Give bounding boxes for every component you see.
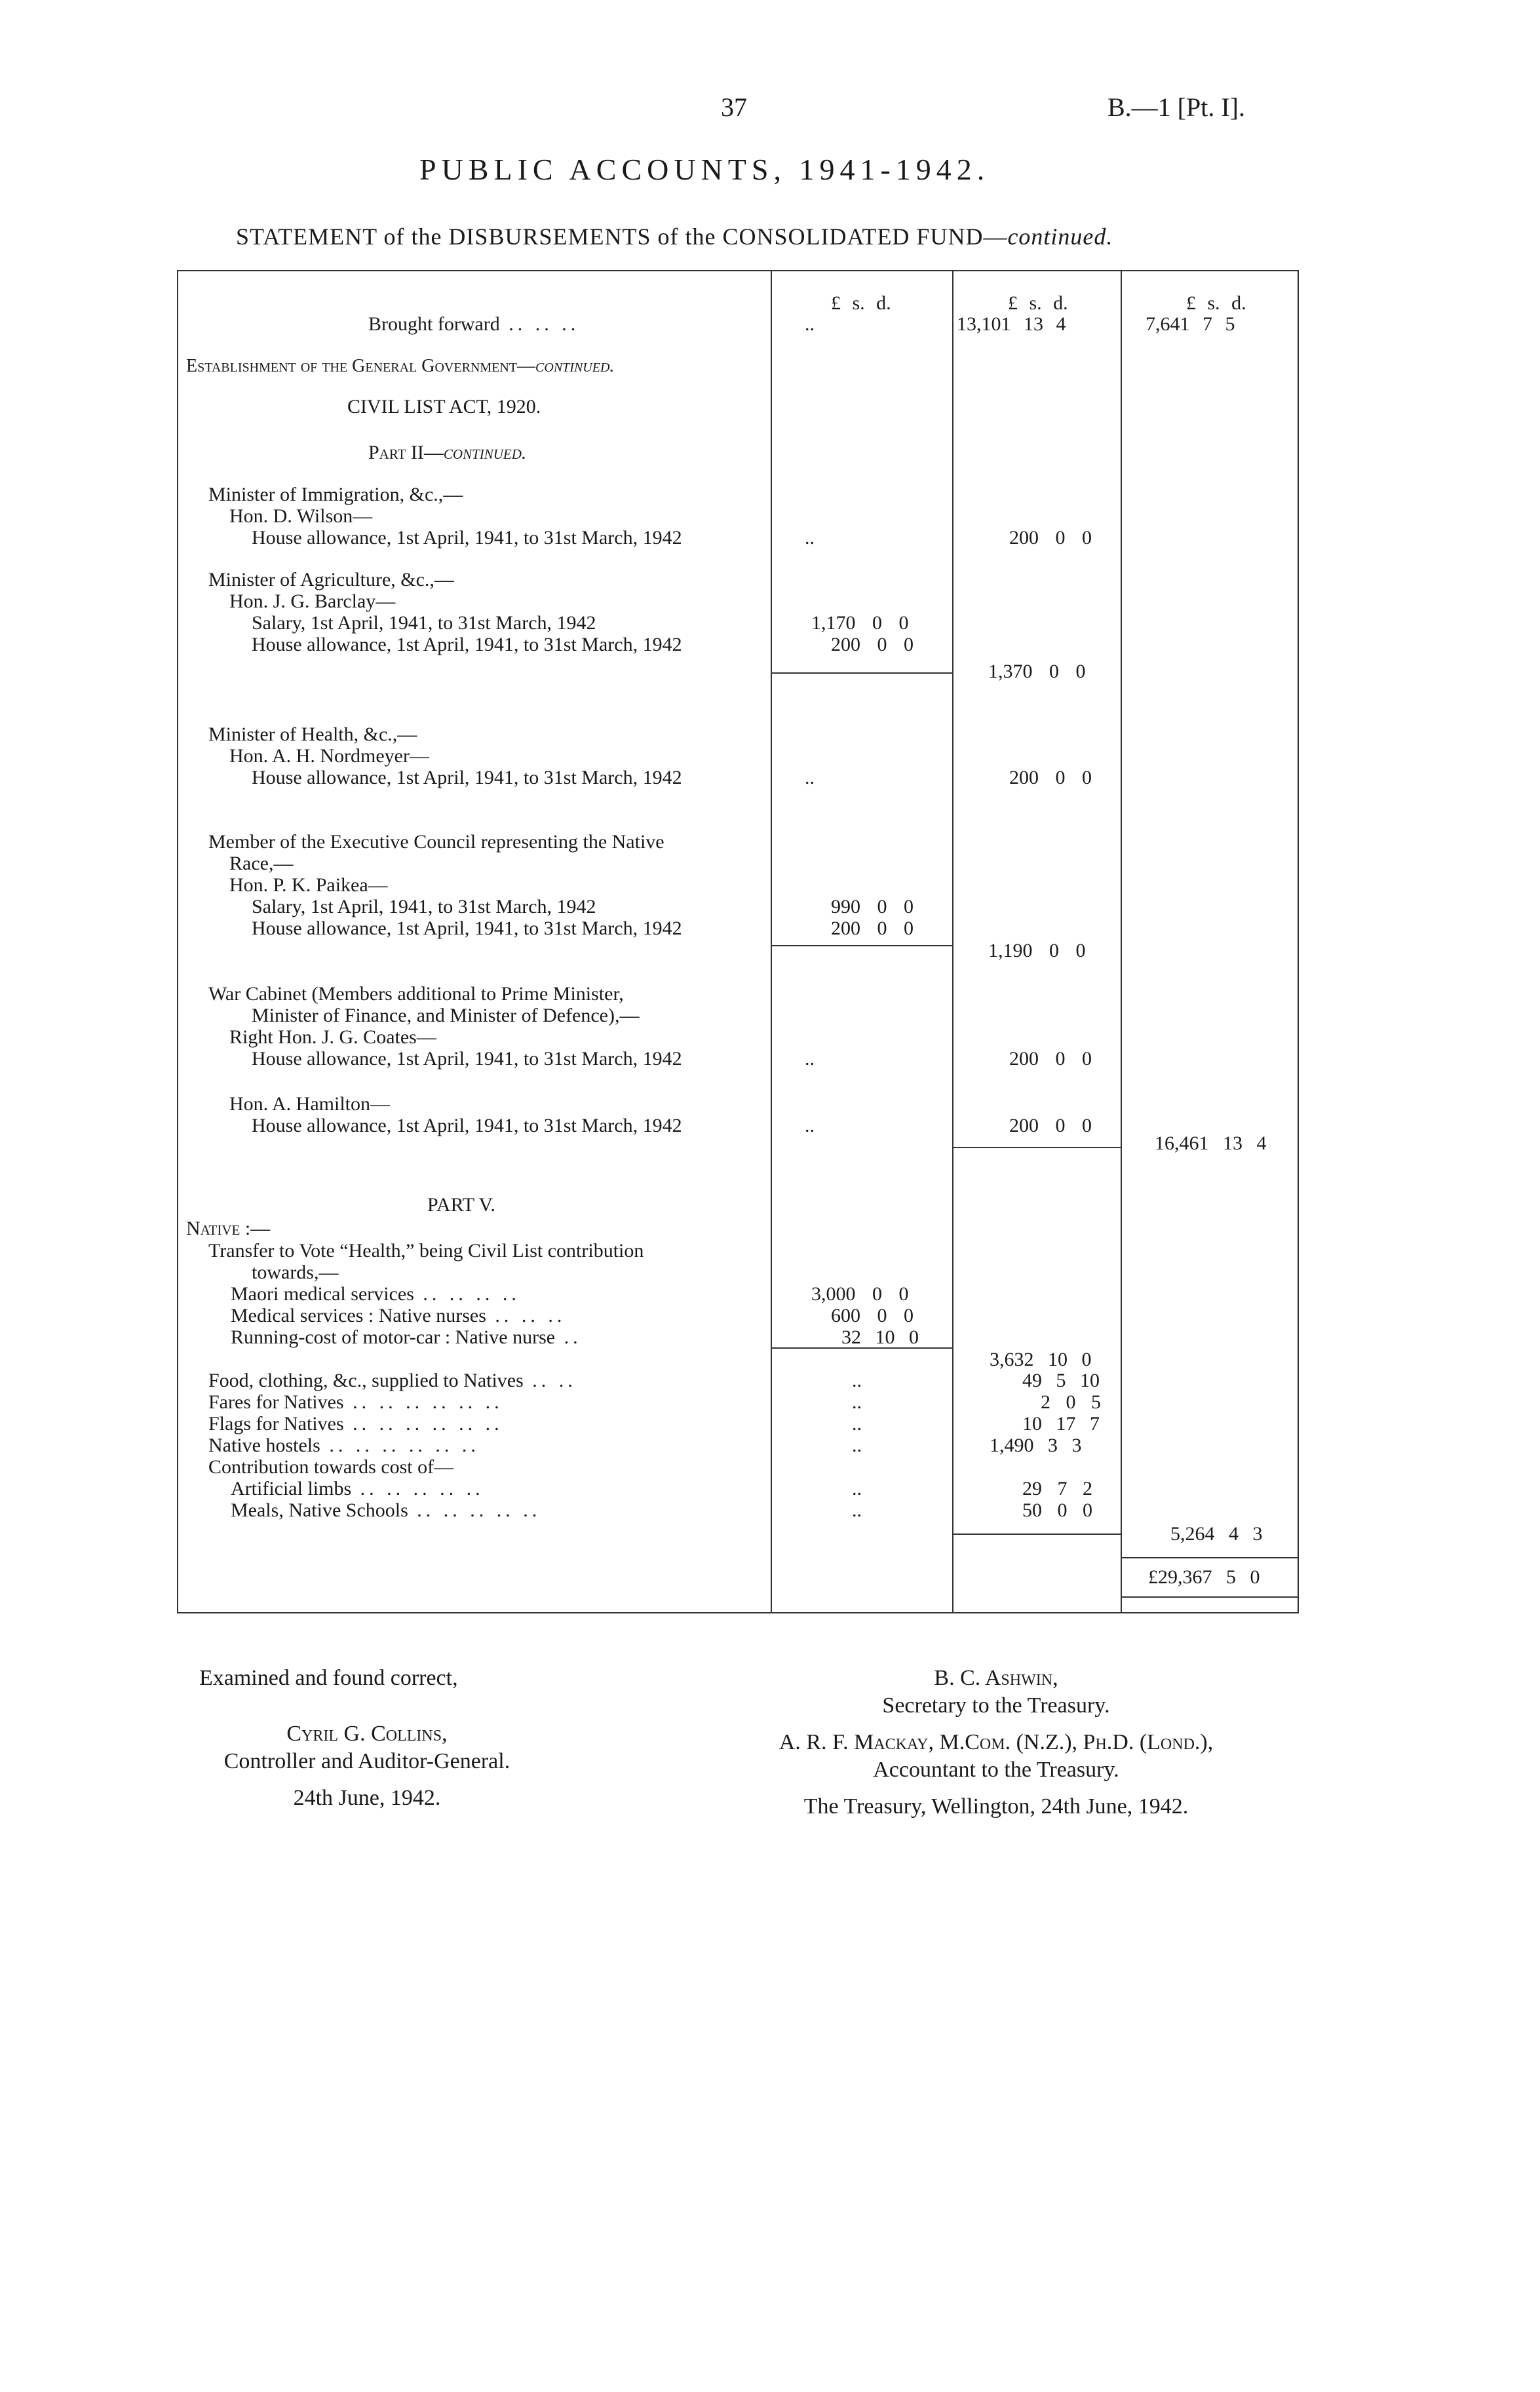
accountant-name: A. R. F. Mackay, M.Com. (N.Z.), Ph.D. (Lond.), bbox=[779, 1730, 1214, 1754]
brought-forward-col3: 7,641 7 5 bbox=[1145, 313, 1235, 335]
transfer-heading: Transfer to Vote “Health,” being Civil List contribution towards,— bbox=[208, 1240, 644, 1283]
hamilton-col2: 200 0 0 bbox=[1009, 1115, 1092, 1136]
health-col1: .. bbox=[805, 767, 815, 788]
motor-car-col1: 32 10 0 bbox=[841, 1326, 919, 1348]
health-col2: 200 0 0 bbox=[1009, 767, 1092, 788]
agriculture-salary-col1: 1,170 0 0 bbox=[811, 612, 909, 634]
artificial-limbs-col2: 29 7 2 bbox=[1022, 1478, 1092, 1499]
immigration-col2: 200 0 0 bbox=[1009, 527, 1092, 549]
fares-col2: 2 0 5 bbox=[1041, 1391, 1101, 1413]
food-clothing-col2: 49 5 10 bbox=[1022, 1370, 1100, 1391]
part-ii-heading: Part II—continued. bbox=[368, 442, 527, 463]
war-cabinet-col1: .. bbox=[805, 1048, 815, 1070]
page-number: 37 bbox=[721, 92, 747, 122]
entry-agriculture: Minister of Agriculture, &c.,— Hon. J. G. Barclay— Salary, 1st April, 1941, to 31st March, 1942 House allowance, 1st April, 1941, to 31st March, 1942 bbox=[208, 569, 682, 655]
secretary-title: Secretary to the Treasury. bbox=[882, 1693, 1110, 1718]
examined-statement: Examined and found correct, bbox=[199, 1666, 458, 1690]
statement-prefix: STATEMENT of the DISBURSEMENTS of the CONSOLIDATED FUND— bbox=[236, 223, 1008, 250]
item-hostels: Native hostels .. .. .. .. .. .. bbox=[208, 1435, 480, 1456]
native-heading: Native :— bbox=[186, 1218, 271, 1239]
col2-header: £ s. d. bbox=[1008, 292, 1068, 314]
item-flags: Flags for Natives .. .. .. .. .. .. bbox=[208, 1413, 503, 1435]
grand-total-col3: £29,367 5 0 bbox=[1148, 1566, 1260, 1588]
transfer-item-maori-medical: Maori medical services .. .. .. .. bbox=[231, 1283, 520, 1305]
agriculture-col2: 1,370 0 0 bbox=[988, 661, 1086, 682]
fares-col1: .. bbox=[852, 1391, 862, 1413]
transfer-total-col2: 3,632 10 0 bbox=[990, 1349, 1092, 1370]
contribution-heading: Contribution towards cost of— bbox=[208, 1456, 454, 1478]
part-ii-total-col3: 16,461 13 4 bbox=[1155, 1132, 1267, 1154]
document-reference: B.—1 [Pt. I]. bbox=[1107, 92, 1245, 122]
war-cabinet-col2: 200 0 0 bbox=[1009, 1048, 1092, 1070]
statement-suffix: continued. bbox=[1007, 223, 1113, 250]
agriculture-house-col1: 200 0 0 bbox=[831, 634, 914, 655]
item-food-clothing: Food, clothing, &c., supplied to Natives .. .. bbox=[208, 1370, 577, 1391]
brought-forward-col2: 13,101 13 4 bbox=[957, 313, 1066, 335]
meals-schools-col2: 50 0 0 bbox=[1022, 1499, 1092, 1521]
col3-header: £ s. d. bbox=[1186, 292, 1246, 314]
hamilton-col1: .. bbox=[805, 1115, 815, 1136]
maori-medical-col1: 3,000 0 0 bbox=[811, 1283, 909, 1305]
item-fares: Fares for Natives .. .. .. .. .. .. bbox=[208, 1391, 503, 1413]
executive-house-col1: 200 0 0 bbox=[831, 917, 914, 939]
food-clothing-col1: .. bbox=[852, 1370, 862, 1391]
hostels-col1: .. bbox=[852, 1435, 862, 1456]
auditor-signature-block bbox=[183, 1720, 550, 1812]
treasury-date: The Treasury, Wellington, 24th June, 1942. bbox=[803, 1794, 1189, 1819]
auditor-date: 24th June, 1942. bbox=[293, 1786, 441, 1810]
meals-schools-col1: .. bbox=[852, 1499, 862, 1521]
establishment-heading: Establishment of the General Government—continued. bbox=[186, 356, 615, 376]
col1-header: £ s. d. bbox=[831, 292, 891, 314]
transfer-item-native-nurses: Medical services : Native nurses .. .. .. bbox=[231, 1305, 566, 1326]
flags-col2: 10 17 7 bbox=[1022, 1413, 1100, 1435]
executive-salary-col1: 990 0 0 bbox=[831, 896, 914, 917]
hostels-col2: 1,490 3 3 bbox=[990, 1435, 1082, 1456]
civil-list-act-heading: CIVIL LIST ACT, 1920. bbox=[347, 396, 541, 417]
transfer-item-motor-car: Running-cost of motor-car : Native nurse .. bbox=[231, 1326, 582, 1348]
item-artificial-limbs: Artificial limbs .. .. .. .. .. bbox=[231, 1478, 484, 1499]
auditor-title: Controller and Auditor-General. bbox=[223, 1749, 510, 1773]
entry-executive-council: Member of the Executive Council representing the Native Race,— Hon. P. K. Paikea— Salary, 1st April, 1941, to 31st March, 1942 House allowance, 1st April, 1941, to 31st March, 1942 bbox=[208, 831, 682, 939]
brought-forward-label: Brought forward .. .. .. bbox=[368, 313, 580, 335]
artificial-limbs-col1: .. bbox=[852, 1478, 862, 1499]
native-nurses-col1: 600 0 0 bbox=[831, 1305, 914, 1326]
secretary-name: B. C. Ashwin, bbox=[934, 1666, 1058, 1690]
flags-col1: .. bbox=[852, 1413, 862, 1435]
statement-heading bbox=[236, 223, 1113, 250]
auditor-name: Cyril G. Collins, bbox=[286, 1722, 448, 1746]
immigration-col1: .. bbox=[805, 527, 815, 549]
part-v-total-col3: 5,264 4 3 bbox=[1170, 1523, 1263, 1545]
entry-hamilton: Hon. A. Hamilton— House allowance, 1st April, 1941, to 31st March, 1942 bbox=[229, 1093, 682, 1136]
treasury-signature-block bbox=[682, 1665, 1311, 1821]
page-title: PUBLIC ACCOUNTS, 1941-1942. bbox=[419, 153, 990, 186]
executive-col2: 1,190 0 0 bbox=[988, 940, 1086, 961]
entry-immigration: Minister of Immigration, &c.,— Hon. D. Wilson— House allowance, 1st April, 1941, to 31st March, 1942 bbox=[208, 484, 682, 549]
entry-war-cabinet: War Cabinet (Members additional to Prime Minister, Minister of Finance, and Minister of Defence),— Right Hon. J. G. Coates— House allowance, 1st April, 1941, to 31st March, 1942 bbox=[208, 983, 682, 1070]
part-v-heading: PART V. bbox=[427, 1194, 495, 1216]
accountant-title: Accountant to the Treasury. bbox=[873, 1758, 1119, 1782]
entry-health: Minister of Health, &c.,— Hon. A. H. Nordmeyer— House allowance, 1st April, 1941, to 31st March, 1942 bbox=[208, 723, 682, 788]
item-meals-schools: Meals, Native Schools .. .. .. .. .. bbox=[231, 1499, 541, 1521]
brought-forward-col1: .. bbox=[805, 313, 815, 335]
